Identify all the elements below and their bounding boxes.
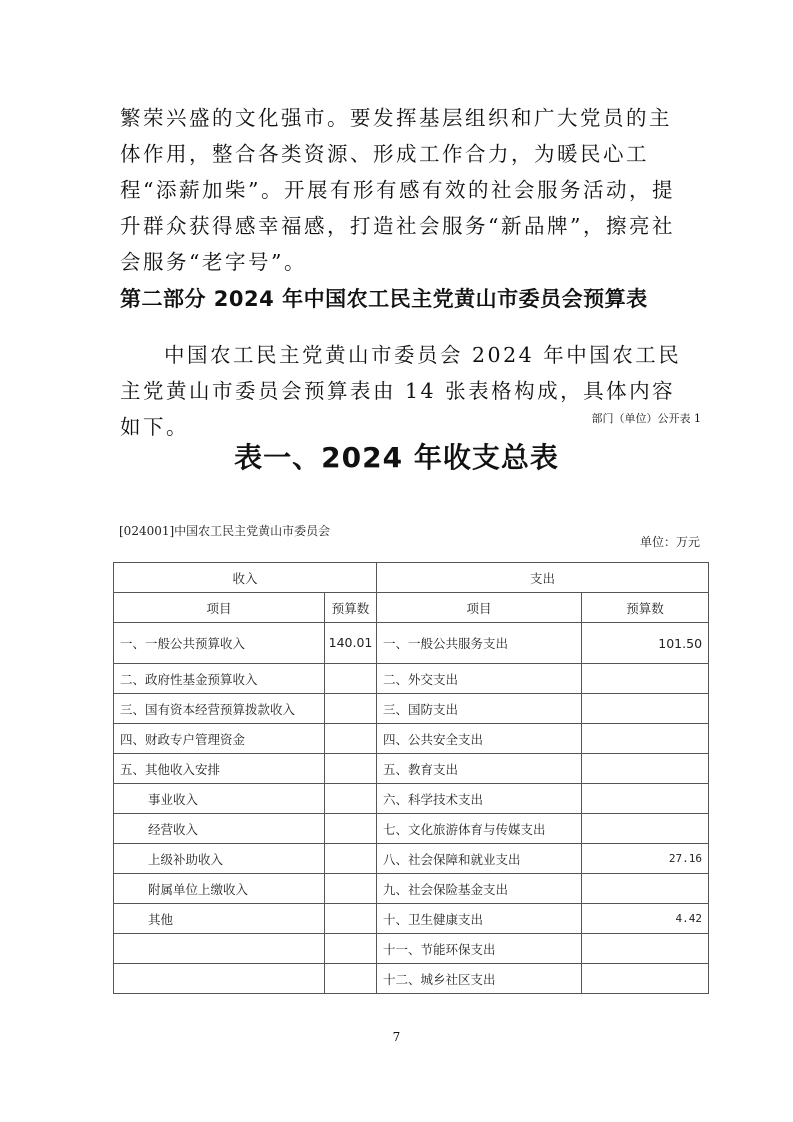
table-row — [114, 754, 709, 784]
expense-item: 四、公共安全支出 — [377, 724, 582, 754]
table-column-header-row — [114, 593, 709, 623]
expense-item: 十、卫生健康支出 — [377, 904, 582, 934]
table-row — [114, 694, 709, 724]
income-item: 四、财政专户管理资金 — [114, 724, 325, 754]
table-title: 表一、2024 年收支总表 — [234, 441, 559, 474]
income-item: 一、一般公共预算收入 — [114, 623, 325, 664]
expense-value — [582, 874, 709, 904]
table-row — [114, 623, 709, 664]
table-row — [114, 964, 709, 994]
expense-value — [582, 724, 709, 754]
table-row — [114, 814, 709, 844]
expense-item-header: 项目 — [377, 593, 582, 623]
expense-header: 支出 — [377, 563, 709, 593]
expense-value — [582, 694, 709, 724]
income-item — [114, 964, 325, 994]
expense-value — [582, 754, 709, 784]
page-number: 7 — [392, 1030, 401, 1044]
table-row — [114, 784, 709, 814]
table-row — [114, 904, 709, 934]
income-header: 收入 — [114, 563, 377, 593]
expense-item: 十一、节能环保支出 — [377, 934, 582, 964]
income-budget-header: 预算数 — [325, 593, 377, 623]
expense-item: 十二、城乡社区支出 — [377, 964, 582, 994]
income-item: 其他 — [114, 904, 325, 934]
table-group-header-row — [114, 563, 709, 593]
expense-item: 二、外交支出 — [377, 664, 582, 694]
income-value — [325, 784, 377, 814]
income-value — [325, 724, 377, 754]
table-row — [114, 874, 709, 904]
expense-value: 27.16 — [582, 844, 709, 874]
income-value — [325, 964, 377, 994]
expense-item: 五、教育支出 — [377, 754, 582, 784]
income-item: 三、国有资本经营预算拨款收入 — [114, 694, 325, 724]
income-item: 附属单位上缴收入 — [114, 874, 325, 904]
expense-value: 101.50 — [582, 623, 709, 664]
intro-paragraph: 繁荣兴盛的文化强市。要发挥基层组织和广大党员的主体作用，整合各类资源、形成工作合力，为暖民心工程“添薪加柴”。开展有形有感有效的社会服务活动，提升群众获得感幸福感，打造社会服务“新品牌”，擦亮社会服务“老字号”。 — [120, 106, 675, 274]
expense-item: 八、社会保障和就业支出 — [377, 844, 582, 874]
budget-summary-table — [113, 562, 709, 994]
expense-budget-header: 预算数 — [582, 593, 709, 623]
income-item: 经营收入 — [114, 814, 325, 844]
income-value — [325, 664, 377, 694]
unit-label: 单位：万元 — [639, 535, 700, 549]
table-row — [114, 844, 709, 874]
expense-value — [582, 934, 709, 964]
expense-value — [582, 814, 709, 844]
income-value — [325, 814, 377, 844]
income-value — [325, 844, 377, 874]
income-item-header: 项目 — [114, 593, 325, 623]
income-item — [114, 934, 325, 964]
table-row — [114, 934, 709, 964]
income-item: 二、政府性基金预算收入 — [114, 664, 325, 694]
table-row — [114, 724, 709, 754]
income-item: 五、其他收入安排 — [114, 754, 325, 784]
expense-value — [582, 784, 709, 814]
income-value — [325, 874, 377, 904]
expense-value — [582, 964, 709, 994]
expense-item: 三、国防支出 — [377, 694, 582, 724]
expense-item: 七、文化旅游体育与传媒支出 — [377, 814, 582, 844]
income-value — [325, 694, 377, 724]
income-item: 事业收入 — [114, 784, 325, 814]
income-item: 上级补助收入 — [114, 844, 325, 874]
income-value — [325, 934, 377, 964]
expense-item: 一、一般公共服务支出 — [377, 623, 582, 664]
expense-value: 4.42 — [582, 904, 709, 934]
expense-item: 六、科学技术支出 — [377, 784, 582, 814]
table-row — [114, 664, 709, 694]
org-label: [024001]中国农工民主党黄山市委员会 — [119, 524, 331, 538]
section-paragraph: 中国农工民主党黄山市委员会 2024 年中国农工民主党黄山市委员会预算表由 14 张表格构成，具体内容如下。 — [120, 343, 682, 439]
section-heading: 第二部分 2024 年中国农工民主党黄山市委员会预算表 — [120, 287, 648, 311]
income-value — [325, 904, 377, 934]
income-value — [325, 754, 377, 784]
expense-item: 九、社会保险基金支出 — [377, 874, 582, 904]
expense-value — [582, 664, 709, 694]
public-table-tag: 部门（单位）公开表 1 — [591, 412, 701, 425]
income-value: 140.01 — [325, 623, 377, 664]
